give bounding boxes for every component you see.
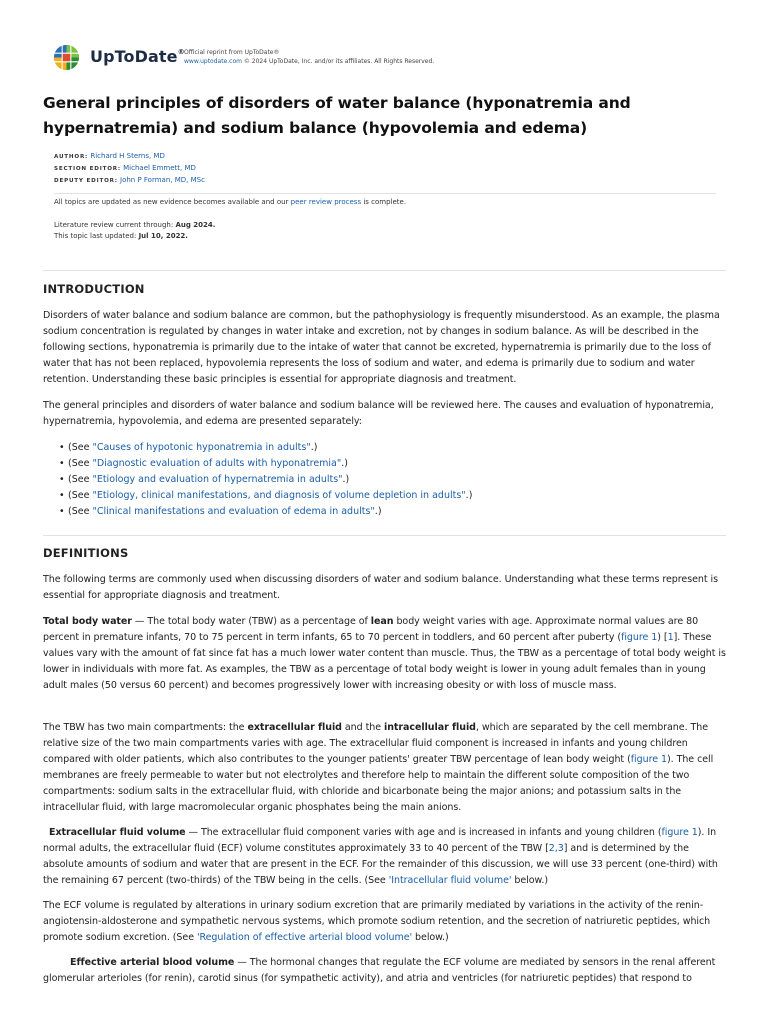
figure-1-link[interactable]: figure 1 [661, 827, 698, 838]
divider [43, 535, 726, 536]
last-updated-date: Jul 10, 2022. [138, 232, 188, 240]
see-link-hyponatremia-causes[interactable]: "Causes of hypotonic hyponatremia in adults" [92, 442, 311, 453]
divider [43, 270, 726, 271]
total-body-water-term: Total body water [43, 616, 132, 627]
figure-1-link[interactable]: figure 1 [630, 754, 667, 765]
intracellular-fluid-volume-link[interactable]: 'Intracellular fluid volume' [388, 875, 512, 886]
see-also-list [59, 440, 472, 520]
brand-logo-text[interactable]: UpToDate® [90, 47, 185, 66]
list-item: • (See "Etiology and evaluation of hypernatremia in adults".) [59, 472, 472, 488]
definitions-heading: DEFINITIONS [43, 546, 129, 560]
update-notice: All topics are updated as new evidence becomes available and our peer review process is complete. [54, 198, 407, 206]
effective-arterial-blood-volume-paragraph: Effective arterial blood volume — The hormonal changes that regulate the ECF volume are mediated by sensors in the renal afferent glomerular arterioles (for renin), carotid sinus (for sympathetic activity), and atria and ventricles (for natriuretic peptides) that respond to [43, 957, 716, 984]
author-block [54, 151, 205, 187]
reprint-header [53, 44, 733, 72]
ecf-regulation-paragraph: The ECF volume is regulated by alterations in urinary sodium excretion that are primarily mediated by variations in the activity of the renin-angiotensin-aldosterone and sympathetic nervous systems, which promote sodium retention, and the secretion of natriuretic peptides, which promote sodium excretion. (See 'Regulation of effective arterial blood volume' below.) [43, 900, 711, 943]
deputy-editor-role: DEPUTY EDITOR: [54, 178, 118, 184]
compartments-paragraph: The TBW has two main compartments: the extracellular fluid and the intracellular fluid, which are separated by the cell membrane. The relative size of the two main compartments varies with age. The extracellular fluid component is increased in infants and young children compared with older patients, which also contributes to the younger patients' greater TBW percentage of lean body weight (figure 1). The cell membranes are freely permeable to water but not electrolytes and therefore help to maintain the different solute composition of the two compartments: sodium salts in the extracellular fluid, with chloride and bicarbonate being the major anions; and potassium salts in the intracellular fluid, with large macromolecular organic phosphates being the main anions. [43, 722, 714, 813]
extracellular-fluid-volume-term: Extracellular fluid volume [49, 827, 186, 838]
definitions-paragraph: The following terms are commonly used when discussing disorders of water and sodium balance. Understanding what these terms represent is essential for appropriate diagnosis and treatment. [43, 574, 719, 601]
reprint-line: Official reprint from UpToDate® [184, 49, 280, 56]
author-link[interactable]: Richard H Sterns, MD [90, 152, 165, 160]
review-dates: Literature review current through: Aug 2024. This topic last updated: Jul 10, 2022. [54, 221, 216, 240]
divider [54, 193, 716, 194]
author-role: AUTHOR: [54, 154, 89, 160]
deputy-editor-link[interactable]: John P Forman, MD, MSc [120, 176, 205, 184]
uptodate-globe-icon[interactable] [53, 44, 80, 71]
total-body-water-paragraph: Total body water — The total body water (TBW) as a percentage of lean body weight varies with age. Approximate normal values are 80 percent in premature infants, 70 to 75 percent in term infants, 65 to 70 percent in toddlers, and 60 percent after puberty (figure 1) [1]. These values vary with the amount of fat since fat has a much lower water content than muscle. Thus, the TBW as a percentage of total body weight is lower in individuals with more fat. As examples, the TBW as a percentage of total body weight is lower in young adult females than in young adult males (50 versus 60 percent) and becomes progressively lower with increasing obesity or with loss of muscle mass. [43, 616, 726, 691]
list-item: • (See "Diagnostic evaluation of adults with hyponatremia".) [59, 456, 472, 472]
section-editor-link[interactable]: Michael Emmett, MD [123, 164, 196, 172]
reprint-notice [184, 48, 434, 66]
reference-link[interactable]: 2,3 [548, 843, 564, 854]
list-item: • (See "Clinical manifestations and evaluation of edema in adults".) [59, 504, 472, 520]
see-link-volume-depletion[interactable]: "Etiology, clinical manifestations, and diagnosis of volume depletion in adults" [92, 490, 466, 501]
list-item: • (See "Etiology, clinical manifestations, and diagnosis of volume depletion in adults".) [59, 488, 472, 504]
intro-paragraph-2: The general principles and disorders of water balance and sodium balance will be reviewed here. The causes and evaluation of hyponatremia, hypernatremia, hypovolemia, and edema are presented separately: [43, 400, 714, 427]
peer-review-link[interactable]: peer review process [290, 198, 362, 206]
copyright-text: © 2024 UpToDate, Inc. and/or its affiliates. All Rights Reserved. [241, 58, 435, 65]
effective-arterial-blood-volume-term: Effective arterial blood volume [70, 957, 235, 968]
uptodate-site-link[interactable]: www.uptodate.com [184, 58, 242, 65]
see-link-hyponatremia-evaluation[interactable]: "Diagnostic evaluation of adults with hyponatremia" [92, 458, 342, 469]
literature-review-date: Aug 2024. [175, 221, 216, 229]
effective-arterial-blood-volume-link[interactable]: 'Regulation of effective arterial blood volume' [196, 932, 413, 943]
introduction-heading: INTRODUCTION [43, 282, 145, 296]
intro-paragraph-1: Disorders of water balance and sodium balance are common, but the pathophysiology is frequently misunderstood. As an example, the plasma sodium concentration is regulated by changes in water intake and excretion, not by changes in sodium balance. As will be described in the following sections, hyponatremia is primarily due to the intake of water that cannot be excreted, hypernatremia is primarily due to the loss of water that has not been replaced, hypovolemia represents the loss of sodium and water, and edema is primarily due to sodium and water retention. Understanding these basic principles is essential for appropriate diagnosis and treatment. [43, 310, 720, 385]
see-link-hypernatremia[interactable]: "Etiology and evaluation of hypernatremia in adults" [92, 474, 343, 485]
section-editor-role: SECTION EDITOR: [54, 166, 121, 172]
extracellular-fluid-volume-paragraph: Extracellular fluid volume — The extracellular fluid component varies with age and is increased in infants and young children (figure 1). In normal adults, the extracellular fluid (ECF) volume constitutes approximately 33 to 40 percent of the TBW [2,3] and is determined by the absolute amounts of sodium and water that are present in the ECF. For the remainder of this discussion, we will use 33 percent (one-third) with the remaining 67 percent (two-thirds) of the TBW being in the cells. (See 'Intracellular fluid volume' below.) [43, 827, 718, 886]
see-link-edema[interactable]: "Clinical manifestations and evaluation of edema in adults" [92, 506, 375, 517]
topic-title: General principles of disorders of water balance (hyponatremia and hypernatremia) and sodium balance (hypovolemia and edema) [43, 94, 631, 137]
figure-1-link[interactable]: figure 1 [621, 632, 658, 643]
list-item: • (See "Causes of hypotonic hyponatremia in adults".) [59, 440, 472, 456]
reference-link[interactable]: 1 [667, 632, 674, 643]
